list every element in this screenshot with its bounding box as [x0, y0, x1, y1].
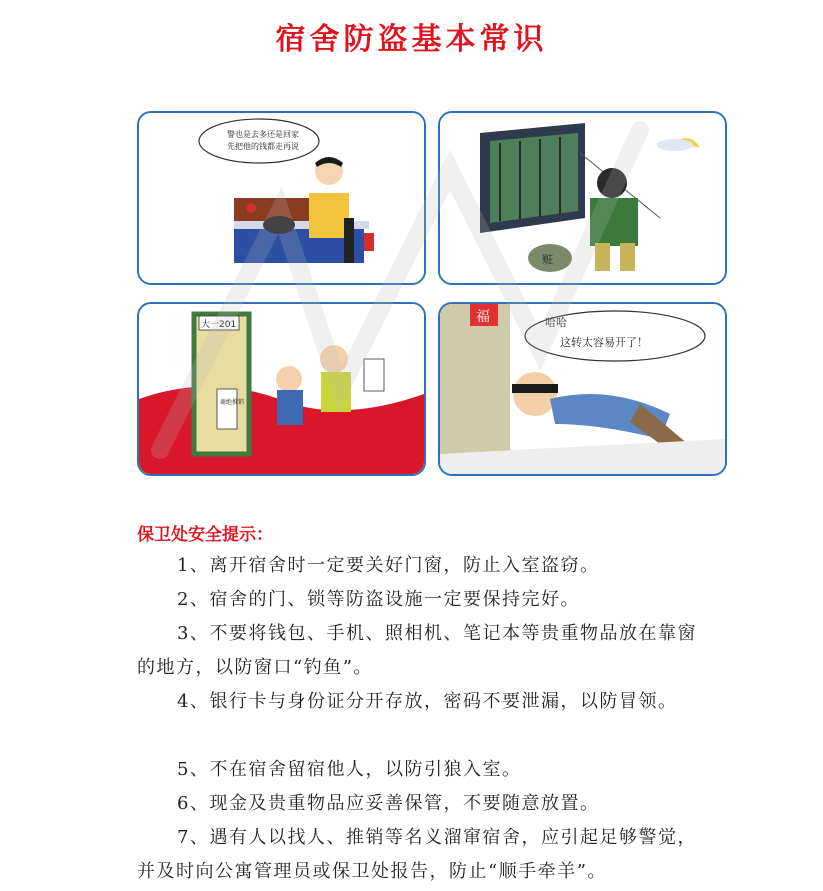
tip-item — [137, 685, 697, 719]
door-note: 谢绝推销 — [220, 399, 245, 406]
roommate-illustration — [139, 113, 424, 283]
tip-item — [137, 549, 697, 583]
tip-text: 6、现金及贵重物品应妥善保管，不要随意放置。 — [177, 793, 600, 814]
thief-bubble-text: 这转太容易开了！ — [560, 336, 648, 349]
tip-text: 1、离开宿舍时一定要关好门窗，防止入室盗窃。 — [177, 555, 600, 576]
tip-item — [137, 787, 697, 821]
illustration-roommate-panel — [137, 111, 426, 285]
tip-text: 3、不要将钱包、手机、照相机、笔记本等贵重物品放在靠窗的地方，以防窗口“钓鱼”。 — [137, 623, 697, 678]
tips-heading: 保卫处安全提示： — [137, 525, 273, 545]
illustration-door-panel — [137, 302, 426, 476]
tip-text: 7、遇有人以找人、推销等名义溜窜宿舍，应引起足够警觉，并及时向公寓管理员或保卫处报告，防止“顺手牵羊”。 — [137, 827, 697, 882]
tip-text: 5、不在宿舍留宿他人，以防引狼入室。 — [177, 759, 522, 780]
illustration-window-fishing-panel — [438, 111, 727, 285]
tip-text: 2、宿舍的门、锁等防盗设施一定要保持完好。 — [177, 589, 580, 610]
thief-body — [590, 198, 638, 246]
door — [194, 314, 249, 454]
door-sign: 大一201 — [201, 320, 237, 330]
page-title: 宿舍防盗基本常识 — [275, 22, 548, 57]
bubble-line-1: 警也是去多还是回家 — [227, 130, 299, 139]
window-fishing-illustration — [440, 113, 725, 283]
tip-item — [137, 821, 697, 889]
thief-head — [597, 168, 627, 198]
door-illustration — [139, 304, 424, 474]
illustration-intruder-panel — [438, 302, 727, 476]
intruder-head — [513, 372, 557, 416]
tip-text: 4、银行卡与身份证分开存放，密码不要泄漏，以防冒领。 — [177, 691, 678, 712]
tip-item — [137, 583, 697, 617]
laugh-text: 哈哈 — [545, 316, 567, 329]
tip-item — [137, 753, 697, 787]
loot-bag-label: 赃 — [542, 253, 553, 266]
man-shirt — [309, 193, 349, 238]
bubble-line-2: 先把他的钱都走再说 — [227, 142, 299, 151]
fu-character: 福 — [476, 309, 490, 325]
tip-item — [137, 617, 697, 685]
intruder-illustration — [440, 304, 725, 474]
